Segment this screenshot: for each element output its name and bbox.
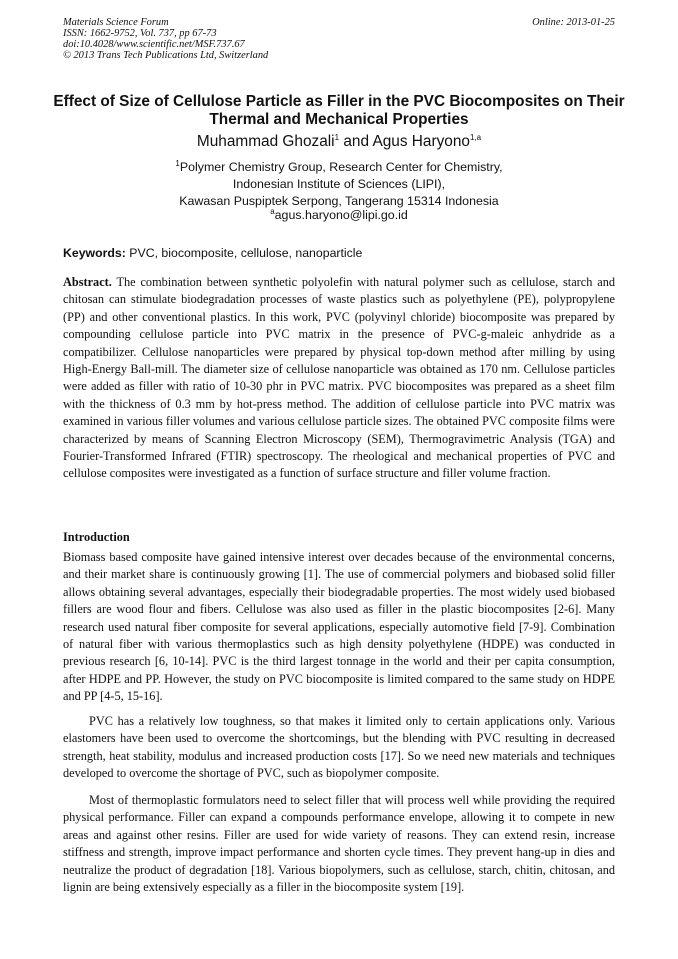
- author-1: Muhammad Ghozali: [196, 133, 335, 150]
- author-1-affiliation-mark: 1: [334, 132, 340, 142]
- keywords-text: PVC, biocomposite, cellulose, nanoparticle: [125, 246, 363, 260]
- keywords-label: Keywords:: [63, 246, 126, 260]
- affiliation-line-2: Indonesian Institute of Sciences (LIPI),: [232, 177, 446, 191]
- intro-paragraph-2: PVC has a relatively low toughness, so that makes it limited only to certain applications only. Various elastomers have been used to overcome the shortcomings, but the blending with PVC resulting in decreased strength, heat stability, modulus and increased production costs [17]. So we need new materials and techniques developed to overcome the shortage of PVC, such as biopolymer composite.: [63, 714, 615, 781]
- intro-paragraph-1: Biomass based composite have gained intensive interest over decades because of the environmental concerns, and their market share is continuously growing [1]. The use of commercial polymers and biobased solid filler allows obtaining several advantages, especially their biodegradable properties. The most widely used biobased fillers are wood flour and fibers. Cellulose was also used as filler in the plastic biocomposites [2-6]. Many research used natural fiber composite for several applications, especially automotive field [7-9]. Combination of natural fiber with various thermoplastics such as high density polyethylene (HDPE) was conducted in previous research [6, 10-14]. PVC is the third largest tonnage in the world and their per capita consumption, after HDPE and PP. However, the study on PVC biocomposite is limited compared to the same study on HDPE and PP [4-5, 15-16].: [63, 550, 615, 704]
- author-2: Agus Haryono: [372, 133, 470, 150]
- email-address: agus.haryono@lipi.go.id: [274, 208, 408, 222]
- online-date: Online: 2013-01-25: [532, 17, 615, 28]
- abstract-label: Abstract.: [63, 275, 112, 289]
- doi-line: doi:10.4028/www.scientific.net/MSF.737.67: [63, 39, 245, 50]
- email-mark: a: [270, 206, 275, 216]
- section-heading-introduction: Introduction: [63, 530, 130, 544]
- keywords: [63, 246, 615, 260]
- abstract: [63, 274, 615, 483]
- author-email: [40, 208, 638, 222]
- authors-conjunction: and: [339, 133, 373, 150]
- author-2-affiliation-mark: 1,a: [469, 132, 482, 142]
- journal-header: [63, 17, 268, 61]
- paper-title: Effect of Size of Cellulose Particle as Filler in the PVC Biocomposites on Their Thermal and Mechanical Properties: [53, 93, 625, 128]
- authors-line: [40, 133, 638, 151]
- intro-paragraph-3: Most of thermoplastic formulators need to select filler that will process well while providing the required physical performance. Filler can expand a compounds performance envelope, allowing it to compete in new areas and against other resins. Filler are used for wide variety of reasons. They can extend resin, increase stiffness and strength, improve impact performance and shorten cycle times. They prevent hang-up in dies and neutralize the product of degradation [18]. Various biopolymers, such as cellulose, starch, chitin, chitosan, and lignin are being extensively especially as a filler in the biocomposite system [19].: [63, 793, 615, 895]
- affiliation-mark: 1: [175, 158, 180, 168]
- affiliation-line-3: Kawasan Puspiptek Serpong, Tangerang 15314 Indonesia: [179, 194, 499, 208]
- journal-name: Materials Science Forum: [63, 17, 169, 28]
- affiliation-line-1: Polymer Chemistry Group, Research Center for Chemistry,: [179, 160, 503, 174]
- abstract-text: The combination between synthetic polyolefin with natural polymer such as cellulose, starch and chitosan can stimulate biodegradation processes of waste plastics such as polyethylene (PE), polypropylene (PP) and other conventional plastics. In this work, PVC (polyvinyl chloride) biocomposite was prepared by compounding cellulose particle into PVC matrix in the presence of PVC-g-maleic anhydride as a compatibilizer. Cellulose nanoparticles were prepared by physical top-down method after milling by using High-Energy Ball-mill. The diameter size of cellulose nanoparticle was obtained as 170 nm. Cellulose particles were added as filler with ratio of 10-30 phr in PVC matrix. PVC biocomposites was prepared as a sheet film with the thickness of 0.3 mm by hot-press method. The addition of cellulose particle into PVC matrix was examined in various filler volumes and various cellulose particle sizes. The obtained PVC composite films were characterized by means of Scanning Electron Microscopy (SEM), Thermogravimetric Analysis (TGA) and Fourier-Transformed Infrared (FTIR) spectroscopy. The rheological and mechanical properties of PVC and cellulose composites were investigated as a function of surface structure and filler volume fraction.: [63, 275, 615, 481]
- affiliation: [40, 159, 638, 210]
- issn-line: ISSN: 1662-9752, Vol. 737, pp 67-73: [63, 28, 217, 39]
- copyright-line: © 2013 Trans Tech Publications Ltd, Switzerland: [63, 50, 269, 61]
